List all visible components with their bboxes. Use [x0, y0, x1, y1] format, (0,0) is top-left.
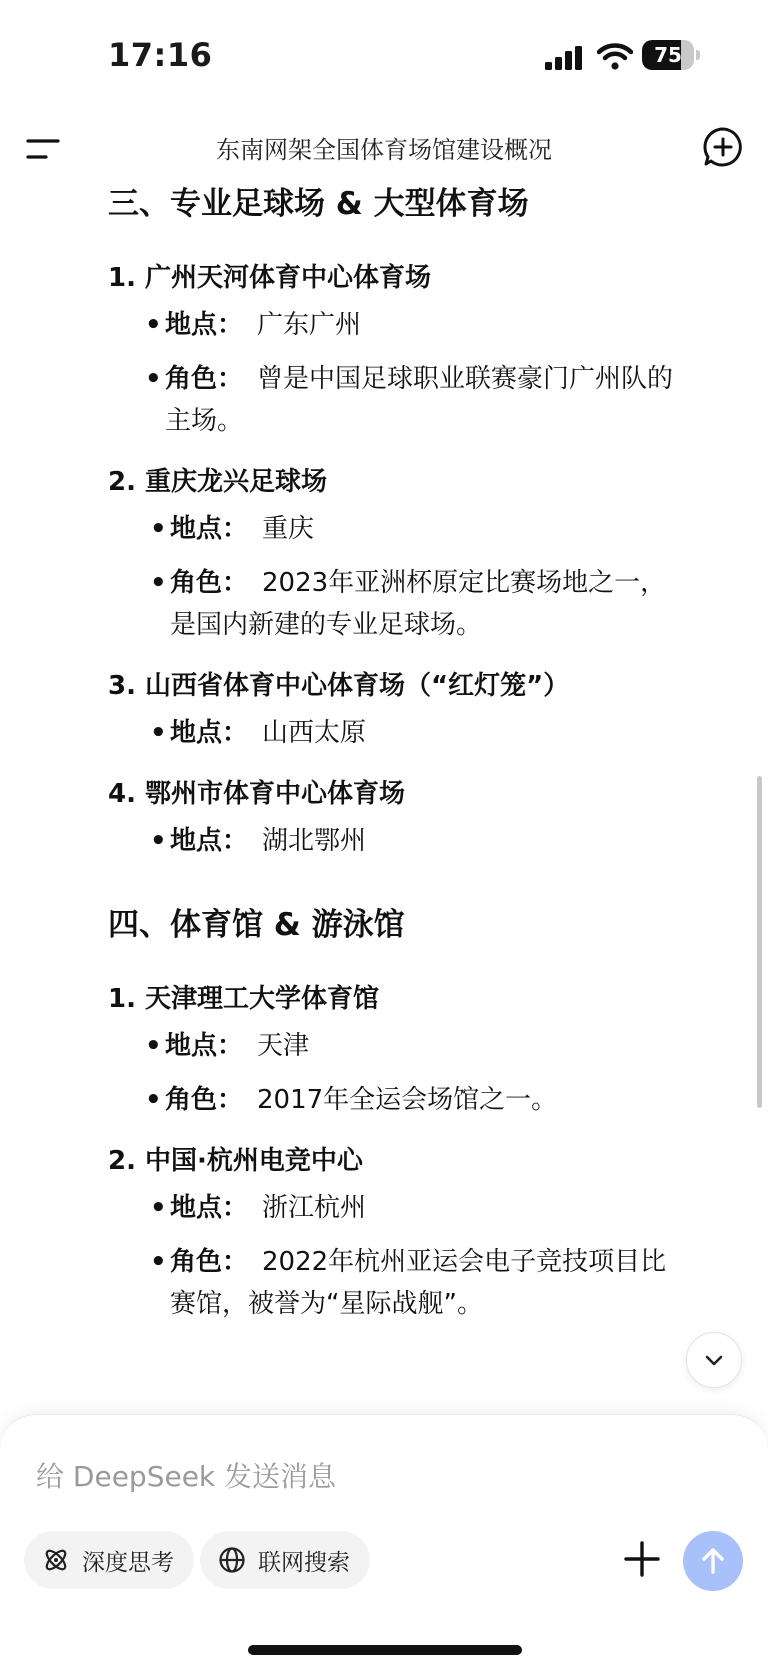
bullet-item: • 地点： 湖北鄂州 [150, 826, 367, 856]
message-composer [0, 1414, 768, 1669]
chevron-down-icon [702, 1348, 726, 1372]
scrollbar[interactable] [757, 776, 762, 1108]
bullet-continuation: 是国内新建的专业足球场。 [170, 610, 483, 640]
list-item-title: 4. 鄂州市体育中心体育场 [108, 779, 406, 809]
bullet-item: • 地点： 天津 [145, 1031, 310, 1061]
list-item-title: 2. 中国·杭州电竞中心 [108, 1146, 363, 1176]
battery-percent: 75 [654, 43, 682, 67]
message-content [0, 178, 768, 1414]
status-time: 17:16 [108, 36, 213, 74]
atom-icon [42, 1546, 70, 1574]
message-input[interactable]: 给 DeepSeek 发送消息 [36, 1460, 337, 1493]
bullet-item: • 角色： 2023年亚洲杯原定比赛场地之一， [150, 568, 667, 598]
section-heading: 三、专业足球场 & 大型体育场 [108, 186, 529, 222]
wifi-icon [597, 42, 633, 70]
bullet-item: • 地点： 山西太原 [150, 718, 367, 748]
web-search-button[interactable] [200, 1531, 370, 1589]
list-item-title: 1. 广州天河体育中心体育场 [108, 263, 432, 293]
bullet-item: • 角色： 2022年杭州亚运会电子竞技项目比 [150, 1247, 667, 1277]
section-heading: 四、体育馆 & 游泳馆 [108, 907, 405, 943]
list-item-title: 2. 重庆龙兴足球场 [108, 467, 328, 497]
list-item-title: 1. 天津理工大学体育馆 [108, 984, 380, 1014]
deep-think-label: 深度思考 [82, 1549, 174, 1576]
bullet-item: • 角色： 2017年全运会场馆之一。 [145, 1085, 558, 1115]
bullet-continuation: 主场。 [165, 406, 244, 436]
send-button[interactable] [683, 1531, 743, 1591]
battery-indicator [642, 40, 700, 70]
bullet-item: • 角色： 曾是中国足球职业联赛豪门广州队的 [145, 364, 674, 394]
home-indicator [248, 1645, 522, 1655]
list-item-title: 3. 山西省体育中心体育场（“红灯笼”） [108, 671, 570, 701]
plus-icon[interactable] [622, 1539, 662, 1579]
globe-icon [218, 1546, 246, 1574]
new-chat-icon[interactable] [702, 126, 744, 168]
web-search-label: 联网搜索 [258, 1549, 350, 1576]
status-bar [0, 0, 768, 110]
cellular-signal-icon [545, 46, 585, 70]
bullet-item: • 地点： 广东广州 [145, 310, 362, 340]
page-title: 东南网架全国体育场馆建设概况 [216, 136, 552, 164]
scroll-down-button[interactable] [686, 1332, 742, 1388]
bullet-continuation: 赛馆，被誉为“星际战舰”。 [170, 1289, 483, 1319]
deep-think-button[interactable] [24, 1531, 194, 1589]
menu-icon[interactable] [26, 134, 62, 164]
bullet-item: • 地点： 浙江杭州 [150, 1193, 367, 1223]
arrow-up-icon [698, 1546, 728, 1576]
bullet-item: • 地点： 重庆 [150, 514, 315, 544]
nav-bar [0, 116, 768, 178]
